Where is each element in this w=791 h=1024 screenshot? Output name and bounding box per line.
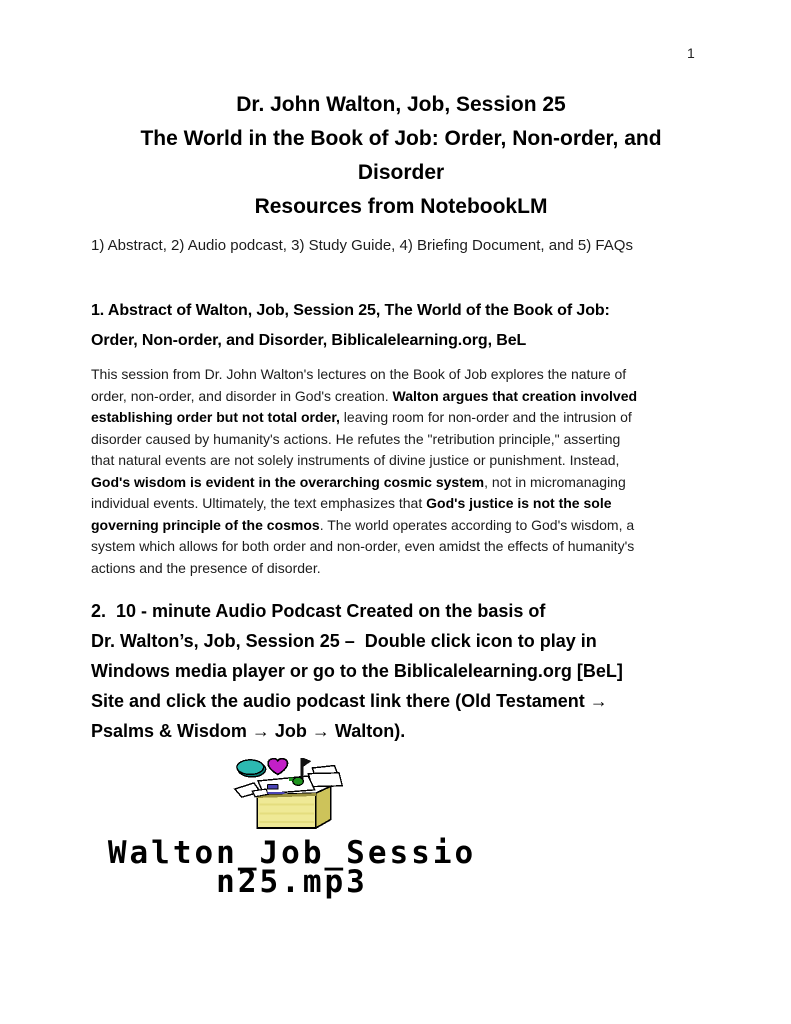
- text-line: [91, 472, 637, 494]
- text-line: Dr. Walton’s, Job, Session 25 – Double click icon to play in: [91, 631, 597, 651]
- text-run: order, non-order, and disorder in God's creation.: [91, 387, 393, 404]
- bold-run: God's justice is not the sole: [426, 495, 612, 511]
- music-note-head: [293, 777, 304, 785]
- text-line: [91, 386, 637, 408]
- text-line: Walton_Job_Sessio: [107, 835, 477, 871]
- text-line: 1. Abstract of Walton, Job, Session 25, The World of the Book of Job:: [91, 302, 610, 319]
- text-line: The World in the Book of Job: Order, Non-order, and: [140, 127, 662, 150]
- resources-list-line: 1) Abstract, 2) Audio podcast, 3) Study Guide, 4) Briefing Document, and 5) FAQs: [91, 237, 633, 254]
- text-line: [91, 429, 637, 451]
- text-run: . The world operates according to God's wisdom, a: [319, 516, 635, 533]
- text-line: [91, 515, 637, 537]
- text-run: This session from Dr. John Walton's lectures on the Book of Job explores the nature of: [91, 366, 627, 382]
- text-line: Dr. John Walton, Job, Session 25: [236, 93, 566, 116]
- heart-icon: [268, 759, 287, 775]
- bold-run: Walton argues that creation involved: [392, 387, 638, 404]
- text-run: disorder caused by humanity's actions. He refutes the "retribution principle," asserting: [91, 430, 621, 447]
- music-note-stem: [301, 758, 304, 781]
- section1-heading: [91, 296, 610, 356]
- page-number: 1: [687, 45, 695, 61]
- text-run: that natural events are not solely instruments of divine justice or punishment. Instead,: [91, 452, 620, 468]
- bold-run: governing principle of the cosmos: [91, 516, 320, 533]
- bold-run: establishing order but not total order,: [91, 409, 340, 425]
- text-line: Disorder: [357, 161, 445, 184]
- text-line: [91, 558, 637, 580]
- audio-file-object[interactable]: [91, 755, 493, 900]
- paper-sheet: [308, 773, 342, 787]
- text-line: Resources from NotebookLM: [254, 195, 548, 218]
- teal-disc-icon: [237, 760, 264, 775]
- text-line: Order, Non-order, and Disorder, Biblicalelearning.org, BeL: [91, 332, 527, 349]
- blue-label: [267, 785, 278, 789]
- text-line: [91, 493, 637, 515]
- text-run: , not in micromanaging: [484, 473, 626, 490]
- text-line: n25.mp3: [216, 864, 368, 900]
- box-side: [316, 786, 331, 828]
- audio-filename[interactable]: [107, 835, 477, 900]
- music-note-flag: [303, 758, 311, 767]
- box-texture: [260, 813, 314, 815]
- document-title: [91, 88, 711, 224]
- media-package-icon[interactable]: [231, 755, 353, 832]
- section1-abstract-paragraph: [91, 364, 637, 579]
- text-line: [91, 536, 637, 558]
- text-line: [91, 364, 637, 386]
- box-texture: [260, 804, 314, 806]
- text-line: 2. 10 - minute Audio Podcast Created on the basis of: [91, 601, 546, 621]
- text-run: system which allows for both order and non-order, even amidst the effects of humanity's: [91, 538, 635, 554]
- blue-line: [267, 792, 284, 794]
- box-texture: [260, 821, 314, 823]
- text-run: actions and the presence of disorder.: [91, 559, 321, 576]
- section2-heading: [91, 596, 623, 746]
- text-line: [91, 407, 637, 429]
- bold-run: God's wisdom is evident in the overarching cosmic system: [91, 473, 485, 490]
- text-line: Windows media player or go to the Biblicalelearning.org [BeL]: [91, 661, 623, 681]
- text-run: leaving room for non-order and the intrusion of: [339, 409, 632, 425]
- text-line: [91, 450, 637, 472]
- text-line: Psalms & Wisdom → Job → Walton).: [91, 721, 406, 741]
- text-line: Site and click the audio podcast link there (Old Testament →: [91, 691, 608, 711]
- text-run: individual events. Ultimately, the text emphasizes that: [91, 495, 427, 511]
